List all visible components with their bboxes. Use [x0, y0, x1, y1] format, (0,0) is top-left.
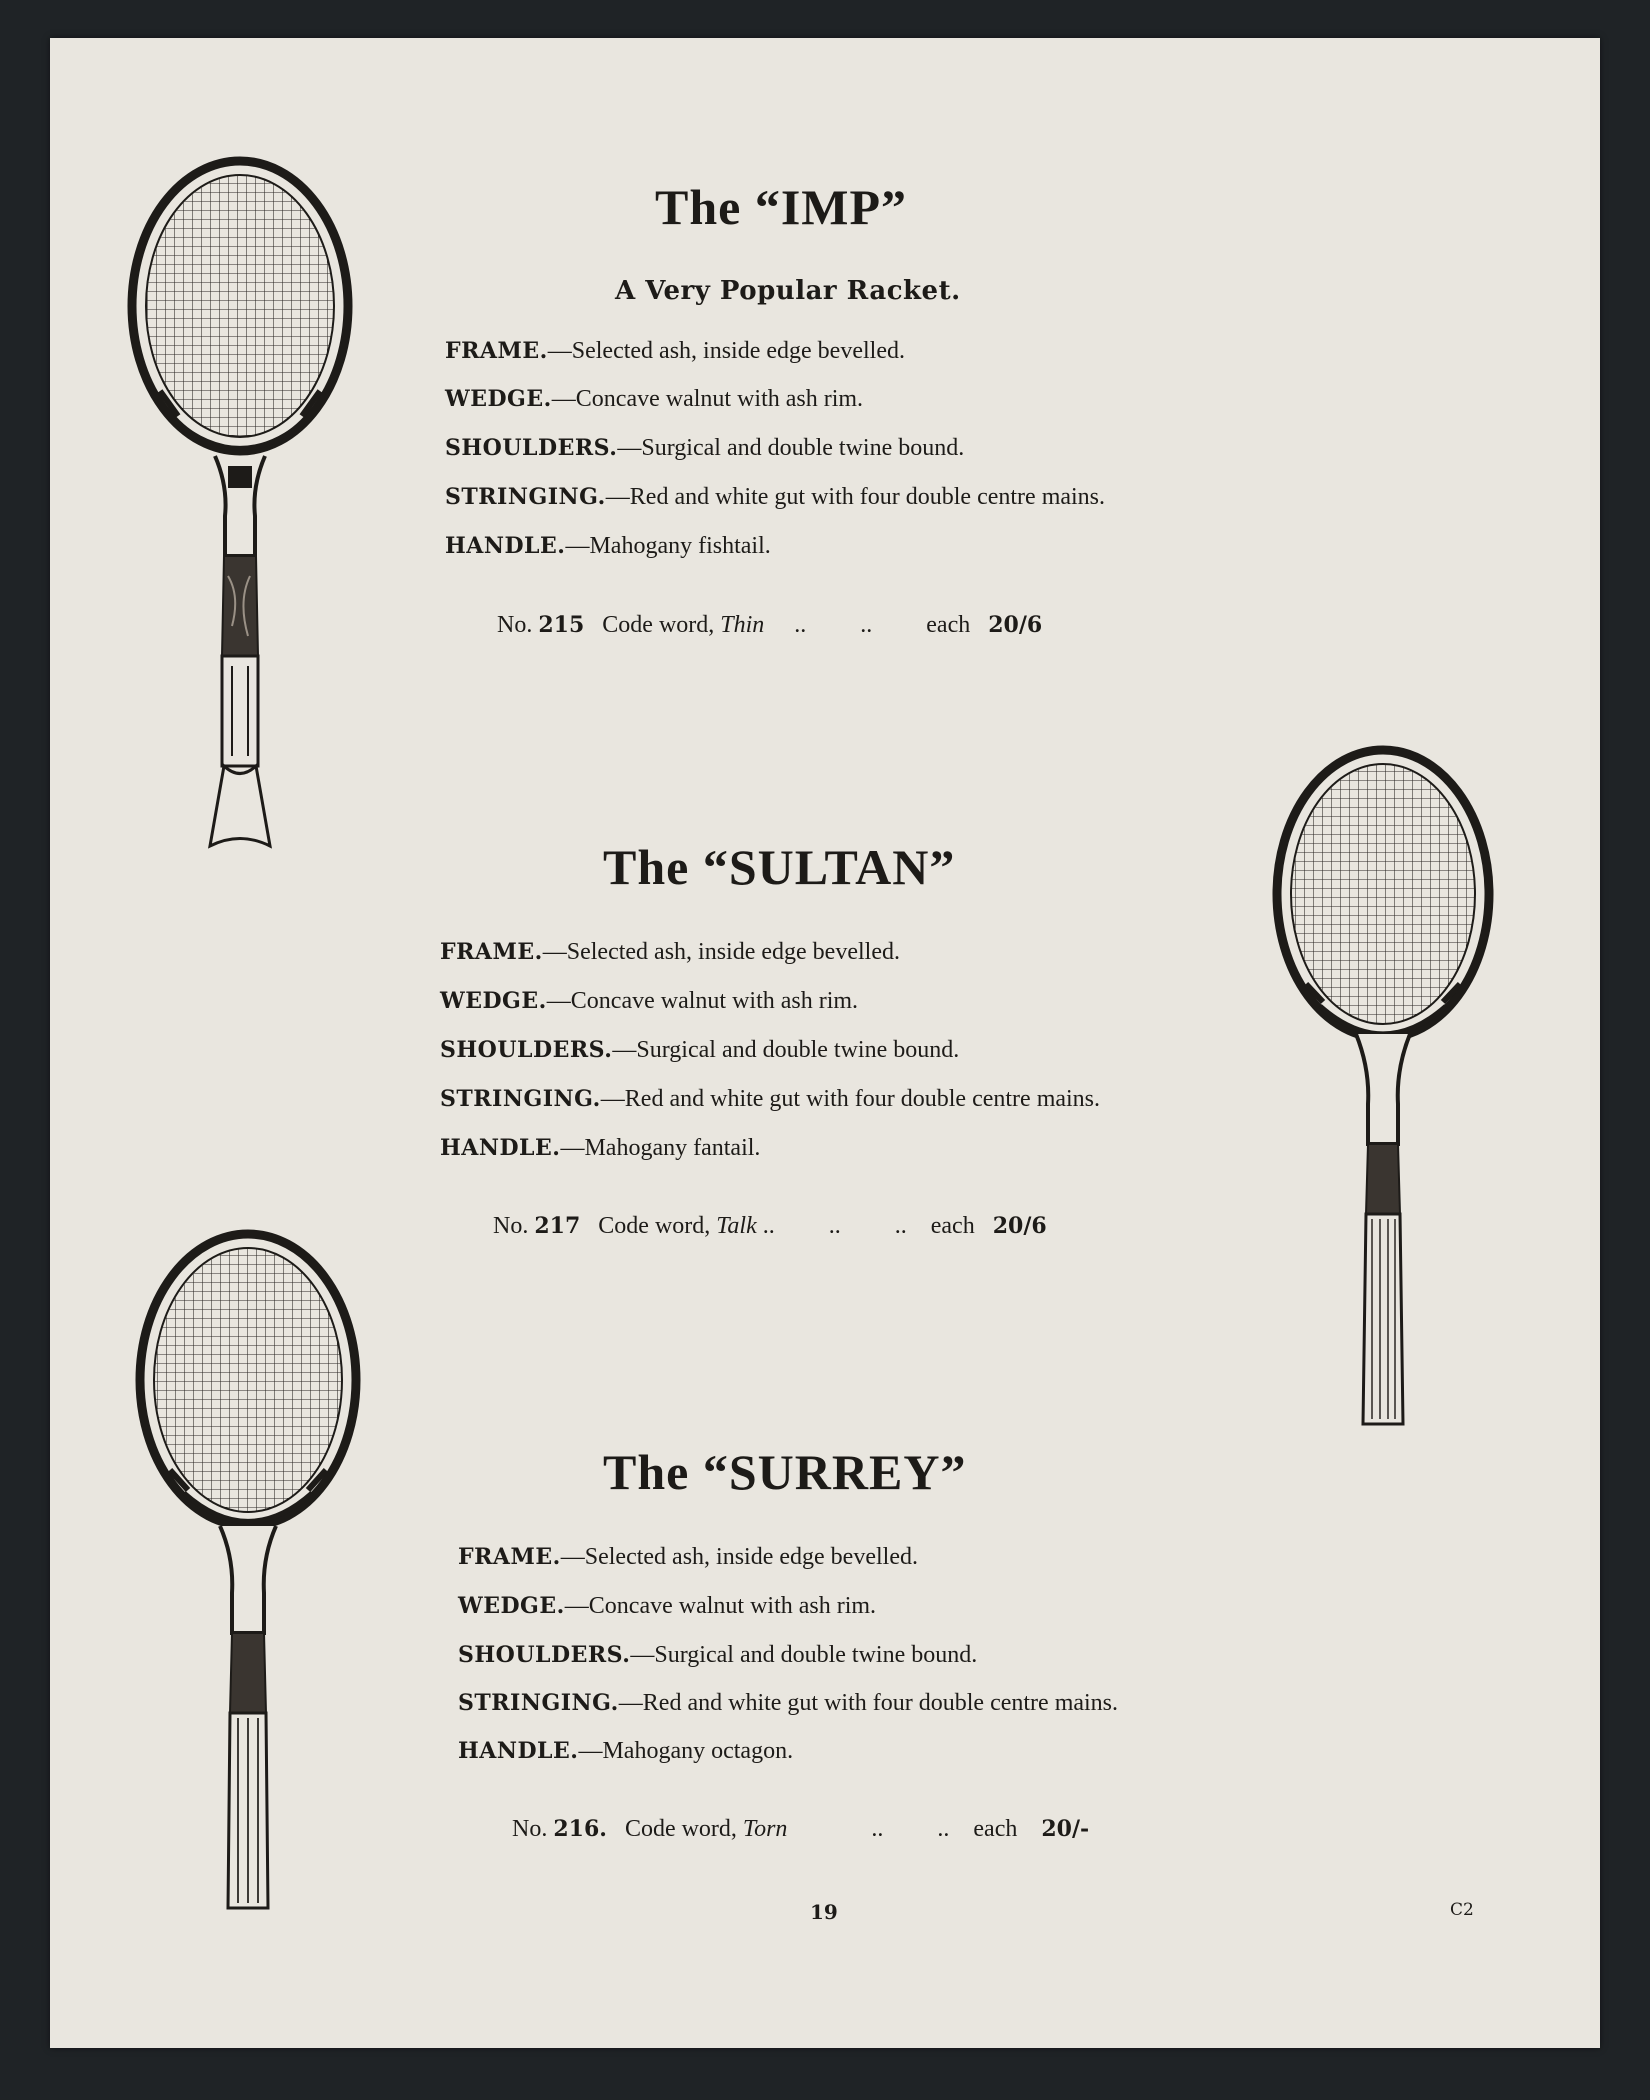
imp-title: The “IMP” — [655, 179, 908, 235]
surrey-spec-handle: HANDLE.—Mahogany octagon. — [458, 1738, 794, 1764]
surrey-spec-frame: FRAME.—Selected ash, inside edge bevelled. — [458, 1544, 918, 1570]
surrey-spec-shoulders: SHOULDERS.—Surgical and double twine bound. — [458, 1642, 978, 1668]
sultan-spec-stringing: STRINGING.—Red and white gut with four double centre mains. — [440, 1086, 1101, 1112]
imp-subtitle: A Very Popular Racket. — [615, 276, 961, 306]
sultan-price-line: No. 217 Code word, Talk .. .. .. each 20/6 — [493, 1213, 1047, 1239]
imp-spec-shoulders: SHOULDERS.—Surgical and double twine bound. — [445, 435, 965, 461]
imp-spec-stringing: STRINGING.—Red and white gut with four double centre mains. — [445, 484, 1106, 510]
page-number: 19 — [810, 1900, 838, 1924]
surrey-price-line: No. 216. Code word, Torn .. .. each 20/- — [512, 1816, 1090, 1842]
imp-spec-handle: HANDLE.—Mahogany fishtail. — [445, 533, 771, 559]
sultan-spec-wedge: WEDGE.—Concave walnut with ash rim. — [440, 988, 859, 1014]
imp-price-line: No. 215 Code word, Thin .. .. each 20/6 — [497, 612, 1043, 638]
sultan-spec-handle: HANDLE.—Mahogany fantail. — [440, 1135, 761, 1161]
surrey-spec-stringing: STRINGING.—Red and white gut with four double centre mains. — [458, 1690, 1119, 1716]
imp-spec-frame: FRAME.—Selected ash, inside edge bevelled. — [445, 338, 905, 364]
surrey-title: The “SURREY” — [603, 1444, 967, 1500]
surrey-racket-illustration — [130, 1228, 370, 1918]
catalogue-page — [50, 38, 1600, 2048]
sultan-spec-shoulders: SHOULDERS.—Surgical and double twine bound. — [440, 1037, 960, 1063]
sultan-racket-illustration — [1268, 744, 1498, 1434]
imp-racket-illustration — [120, 156, 360, 856]
sultan-title: The “SULTAN” — [603, 839, 956, 895]
sultan-spec-frame: FRAME.—Selected ash, inside edge bevelled. — [440, 939, 900, 965]
imp-spec-wedge: WEDGE.—Concave walnut with ash rim. — [445, 386, 864, 412]
surrey-spec-wedge: WEDGE.—Concave walnut with ash rim. — [458, 1593, 877, 1619]
signature-mark: C2 — [1450, 1900, 1474, 1920]
